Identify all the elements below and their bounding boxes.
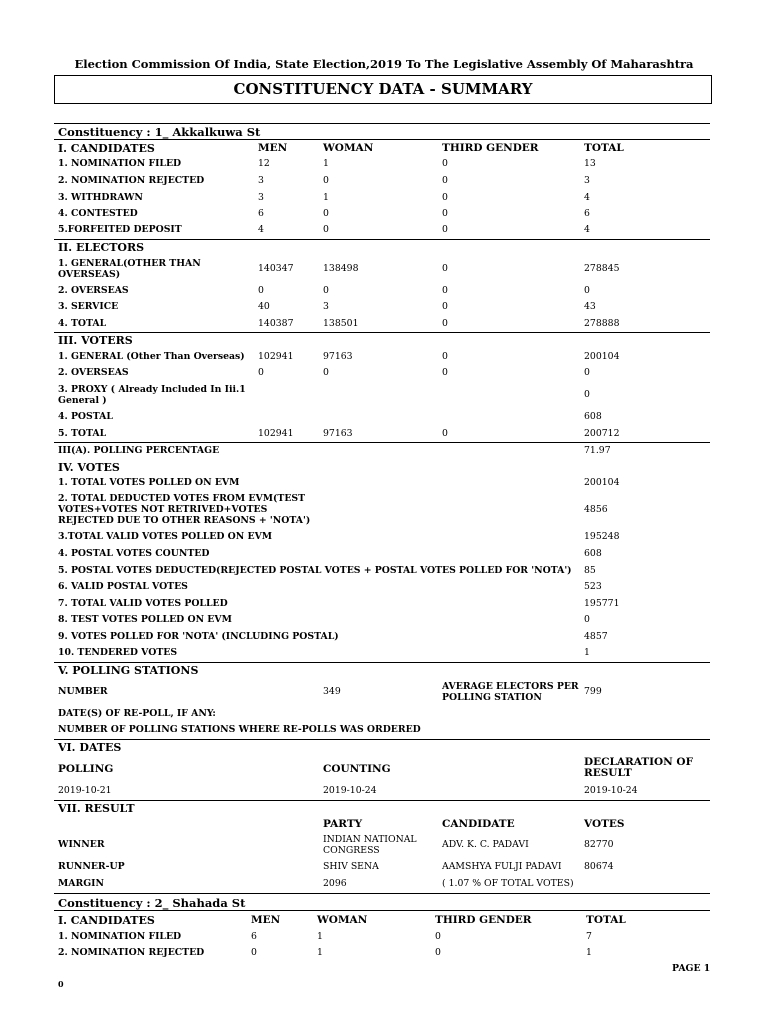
cell-value: 195771 xyxy=(584,598,620,609)
cell-value: 0 xyxy=(584,614,590,625)
section-polling-stations-title: V. POLLING STATIONS xyxy=(58,664,199,677)
cell-third-gender: 0 xyxy=(442,285,448,296)
counting-date: 2019-10-24 xyxy=(323,785,377,796)
row-label: 1. GENERAL(OTHER THAN OVERSEAS) xyxy=(58,258,201,280)
cell-men: 12 xyxy=(258,158,270,169)
cell-total: 0 xyxy=(584,367,590,378)
col-header-woman: WOMAN xyxy=(317,914,368,926)
cell-men: 6 xyxy=(258,208,264,219)
cell-woman: 0 xyxy=(323,208,329,219)
cell-men: 0 xyxy=(251,947,257,958)
cell-value: 523 xyxy=(584,581,602,592)
cell-woman: 97163 xyxy=(323,351,353,362)
cell-men: 3 xyxy=(258,192,264,203)
average-electors-value: 799 xyxy=(584,686,602,697)
cell-men: 40 xyxy=(258,301,270,312)
runner-up-label: RUNNER-UP xyxy=(58,861,125,872)
row-label: 3. SERVICE xyxy=(58,301,119,312)
footer-mark: 0 xyxy=(58,979,64,989)
col-header-woman: WOMAN xyxy=(323,142,374,154)
divider xyxy=(54,739,710,740)
row-label: 1. TOTAL VOTES POLLED ON EVM xyxy=(58,477,240,488)
row-label: 1. NOMINATION FILED xyxy=(58,158,182,169)
constituency-heading: Constituency : 2_ Shahada St xyxy=(58,896,246,910)
row-label: 3.TOTAL VALID VOTES POLLED ON EVM xyxy=(58,531,273,542)
cell-woman: 1 xyxy=(317,947,323,958)
section-dates-title: VI. DATES xyxy=(58,741,122,754)
cell-third-gender: 0 xyxy=(435,947,441,958)
cell-value: 85 xyxy=(584,565,596,576)
cell-woman: 138501 xyxy=(323,318,359,329)
cell-total: 3 xyxy=(584,175,590,186)
repoll-count-label: NUMBER OF POLLING STATIONS WHERE RE-POLLS WAS ORDERED xyxy=(58,724,421,735)
cell-third-gender: 0 xyxy=(442,224,448,235)
divider xyxy=(54,239,710,240)
cell-third-gender: 0 xyxy=(442,175,448,186)
cell-men: 140347 xyxy=(258,263,294,274)
runner-up-candidate: AAMSHYA FULJI PADAVI xyxy=(442,861,562,872)
row-label: 1. NOMINATION FILED xyxy=(58,931,182,942)
cell-third-gender: 0 xyxy=(442,351,448,362)
margin-label: MARGIN xyxy=(58,878,105,889)
cell-total: 200104 xyxy=(584,351,620,362)
margin-value: 2096 xyxy=(323,878,347,889)
cell-total: 0 xyxy=(584,389,590,400)
row-label: 5.FORFEITED DEPOSIT xyxy=(58,224,182,235)
cell-value: 4857 xyxy=(584,631,608,642)
cell-third-gender: 0 xyxy=(442,367,448,378)
row-label: 6. VALID POSTAL VOTES xyxy=(58,581,188,592)
polling-date-label: POLLING xyxy=(58,763,114,775)
winner-votes: 82770 xyxy=(584,839,614,850)
divider xyxy=(54,123,710,124)
row-label: 5. TOTAL xyxy=(58,428,107,439)
cell-third-gender: 0 xyxy=(442,158,448,169)
cell-men: 140387 xyxy=(258,318,294,329)
row-label: 1. GENERAL (Other Than Overseas) xyxy=(58,351,245,362)
cell-third-gender: 0 xyxy=(435,931,441,942)
cell-men: 6 xyxy=(251,931,257,942)
section-electors-title: II. ELECTORS xyxy=(58,241,145,254)
page-number: PAGE 1 xyxy=(672,963,711,974)
cell-total: 278888 xyxy=(584,318,620,329)
winner-party: INDIAN NATIONAL CONGRESS xyxy=(323,834,417,856)
divider xyxy=(54,332,710,333)
row-label: 8. TEST VOTES POLLED ON EVM xyxy=(58,614,232,625)
section-candidates-title: I. CANDIDATES xyxy=(58,914,155,927)
page-title: CONSTITUENCY DATA - SUMMARY xyxy=(54,75,712,104)
average-electors-label: AVERAGE ELECTORS PER POLLING STATION xyxy=(442,681,579,703)
cell-men: 0 xyxy=(258,367,264,378)
winner-candidate: ADV. K. C. PADAVI xyxy=(442,839,529,850)
stations-number-value: 349 xyxy=(323,686,341,697)
cell-total: 278845 xyxy=(584,263,620,274)
cell-total: 43 xyxy=(584,301,596,312)
section-candidates-title: I. CANDIDATES xyxy=(58,142,155,155)
cell-woman: 3 xyxy=(323,301,329,312)
row-label: 5. POSTAL VOTES DEDUCTED(REJECTED POSTAL VOTES + POSTAL VOTES POLLED FOR 'NOTA') xyxy=(58,565,572,576)
cell-woman: 97163 xyxy=(323,428,353,439)
cell-woman: 1 xyxy=(323,158,329,169)
row-label: 2. OVERSEAS xyxy=(58,285,129,296)
divider xyxy=(54,800,710,801)
cell-woman: 1 xyxy=(323,192,329,203)
stations-number-label: NUMBER xyxy=(58,686,108,697)
cell-total: 7 xyxy=(586,931,592,942)
row-label: 2. OVERSEAS xyxy=(58,367,129,378)
runner-up-votes: 80674 xyxy=(584,861,614,872)
col-header-third-gender: THIRD GENDER xyxy=(435,914,532,926)
row-label: 3. WITHDRAWN xyxy=(58,192,143,203)
declaration-date-label: DECLARATION OF RESULT xyxy=(584,756,694,779)
cell-woman: 0 xyxy=(323,285,329,296)
col-header-third-gender: THIRD GENDER xyxy=(442,142,539,154)
cell-total: 6 xyxy=(584,208,590,219)
row-label: 9. VOTES POLLED FOR 'NOTA' (INCLUDING POSTAL) xyxy=(58,631,339,642)
cell-woman: 0 xyxy=(323,367,329,378)
col-header-candidate: CANDIDATE xyxy=(442,818,515,830)
row-label: 7. TOTAL VALID VOTES POLLED xyxy=(58,598,228,609)
cell-total: 1 xyxy=(586,947,592,958)
row-label: 10. TENDERED VOTES xyxy=(58,647,178,658)
cell-third-gender: 0 xyxy=(442,208,448,219)
section-result-title: VII. RESULT xyxy=(58,802,135,815)
cell-woman: 0 xyxy=(323,175,329,186)
row-label: 2. TOTAL DEDUCTED VOTES FROM EVM(TEST VOTES+VOTES NOT RETRIVED+VOTES REJECTED DUE TO OTHER REASONS + 'NOTA') xyxy=(58,493,311,526)
row-label: 4. CONTESTED xyxy=(58,208,138,219)
col-header-party: PARTY xyxy=(323,818,363,830)
cell-third-gender: 0 xyxy=(442,301,448,312)
row-label: 4. POSTAL xyxy=(58,411,113,422)
cell-third-gender: 0 xyxy=(442,263,448,274)
divider xyxy=(54,139,710,140)
cell-woman: 0 xyxy=(323,224,329,235)
cell-value: 200104 xyxy=(584,477,620,488)
commission-header: Election Commission Of India, State Election,2019 To The Legislative Assembly Of Maharashtra xyxy=(74,57,694,71)
divider xyxy=(54,442,710,443)
section-votes-title: IV. VOTES xyxy=(58,461,120,474)
winner-label: WINNER xyxy=(58,839,105,850)
polling-percentage-label: III(A). POLLING PERCENTAGE xyxy=(58,445,220,456)
runner-up-party: SHIV SENA xyxy=(323,861,379,872)
cell-total: 0 xyxy=(584,285,590,296)
cell-total: 4 xyxy=(584,224,590,235)
row-label: 2. NOMINATION REJECTED xyxy=(58,947,205,958)
divider xyxy=(54,662,710,663)
cell-men: 3 xyxy=(258,175,264,186)
margin-percentage: ( 1.07 % OF TOTAL VOTES) xyxy=(442,878,574,889)
cell-third-gender: 0 xyxy=(442,318,448,329)
constituency-heading: Constituency : 1_ Akkalkuwa St xyxy=(58,125,261,139)
cell-value: 608 xyxy=(584,548,602,559)
cell-men: 0 xyxy=(258,285,264,296)
cell-total: 200712 xyxy=(584,428,620,439)
repoll-dates-label: DATE(S) OF RE-POLL, IF ANY: xyxy=(58,708,216,719)
cell-value: 195248 xyxy=(584,531,620,542)
polling-date: 2019-10-21 xyxy=(58,785,112,796)
cell-total: 13 xyxy=(584,158,596,169)
col-header-men: MEN xyxy=(251,914,281,926)
col-header-total: TOTAL xyxy=(584,142,624,154)
cell-woman: 138498 xyxy=(323,263,359,274)
cell-value: 4856 xyxy=(584,504,608,515)
divider xyxy=(54,910,710,911)
cell-total: 608 xyxy=(584,411,602,422)
cell-third-gender: 0 xyxy=(442,192,448,203)
cell-men: 4 xyxy=(258,224,264,235)
col-header-men: MEN xyxy=(258,142,288,154)
declaration-date: 2019-10-24 xyxy=(584,785,638,796)
row-label: 4. TOTAL xyxy=(58,318,107,329)
cell-men: 102941 xyxy=(258,428,294,439)
row-label: 4. POSTAL VOTES COUNTED xyxy=(58,548,210,559)
cell-value: 1 xyxy=(584,647,590,658)
cell-woman: 1 xyxy=(317,931,323,942)
section-voters-title: III. VOTERS xyxy=(58,334,133,347)
cell-men: 102941 xyxy=(258,351,294,362)
row-label: 2. NOMINATION REJECTED xyxy=(58,175,205,186)
col-header-votes: VOTES xyxy=(584,818,625,830)
counting-date-label: COUNTING xyxy=(323,763,391,775)
col-header-total: TOTAL xyxy=(586,914,626,926)
cell-total: 4 xyxy=(584,192,590,203)
cell-third-gender: 0 xyxy=(442,428,448,439)
polling-percentage-value: 71.97 xyxy=(584,445,611,456)
row-label: 3. PROXY ( Already Included In Iii.1 General ) xyxy=(58,384,246,406)
divider xyxy=(54,893,710,894)
